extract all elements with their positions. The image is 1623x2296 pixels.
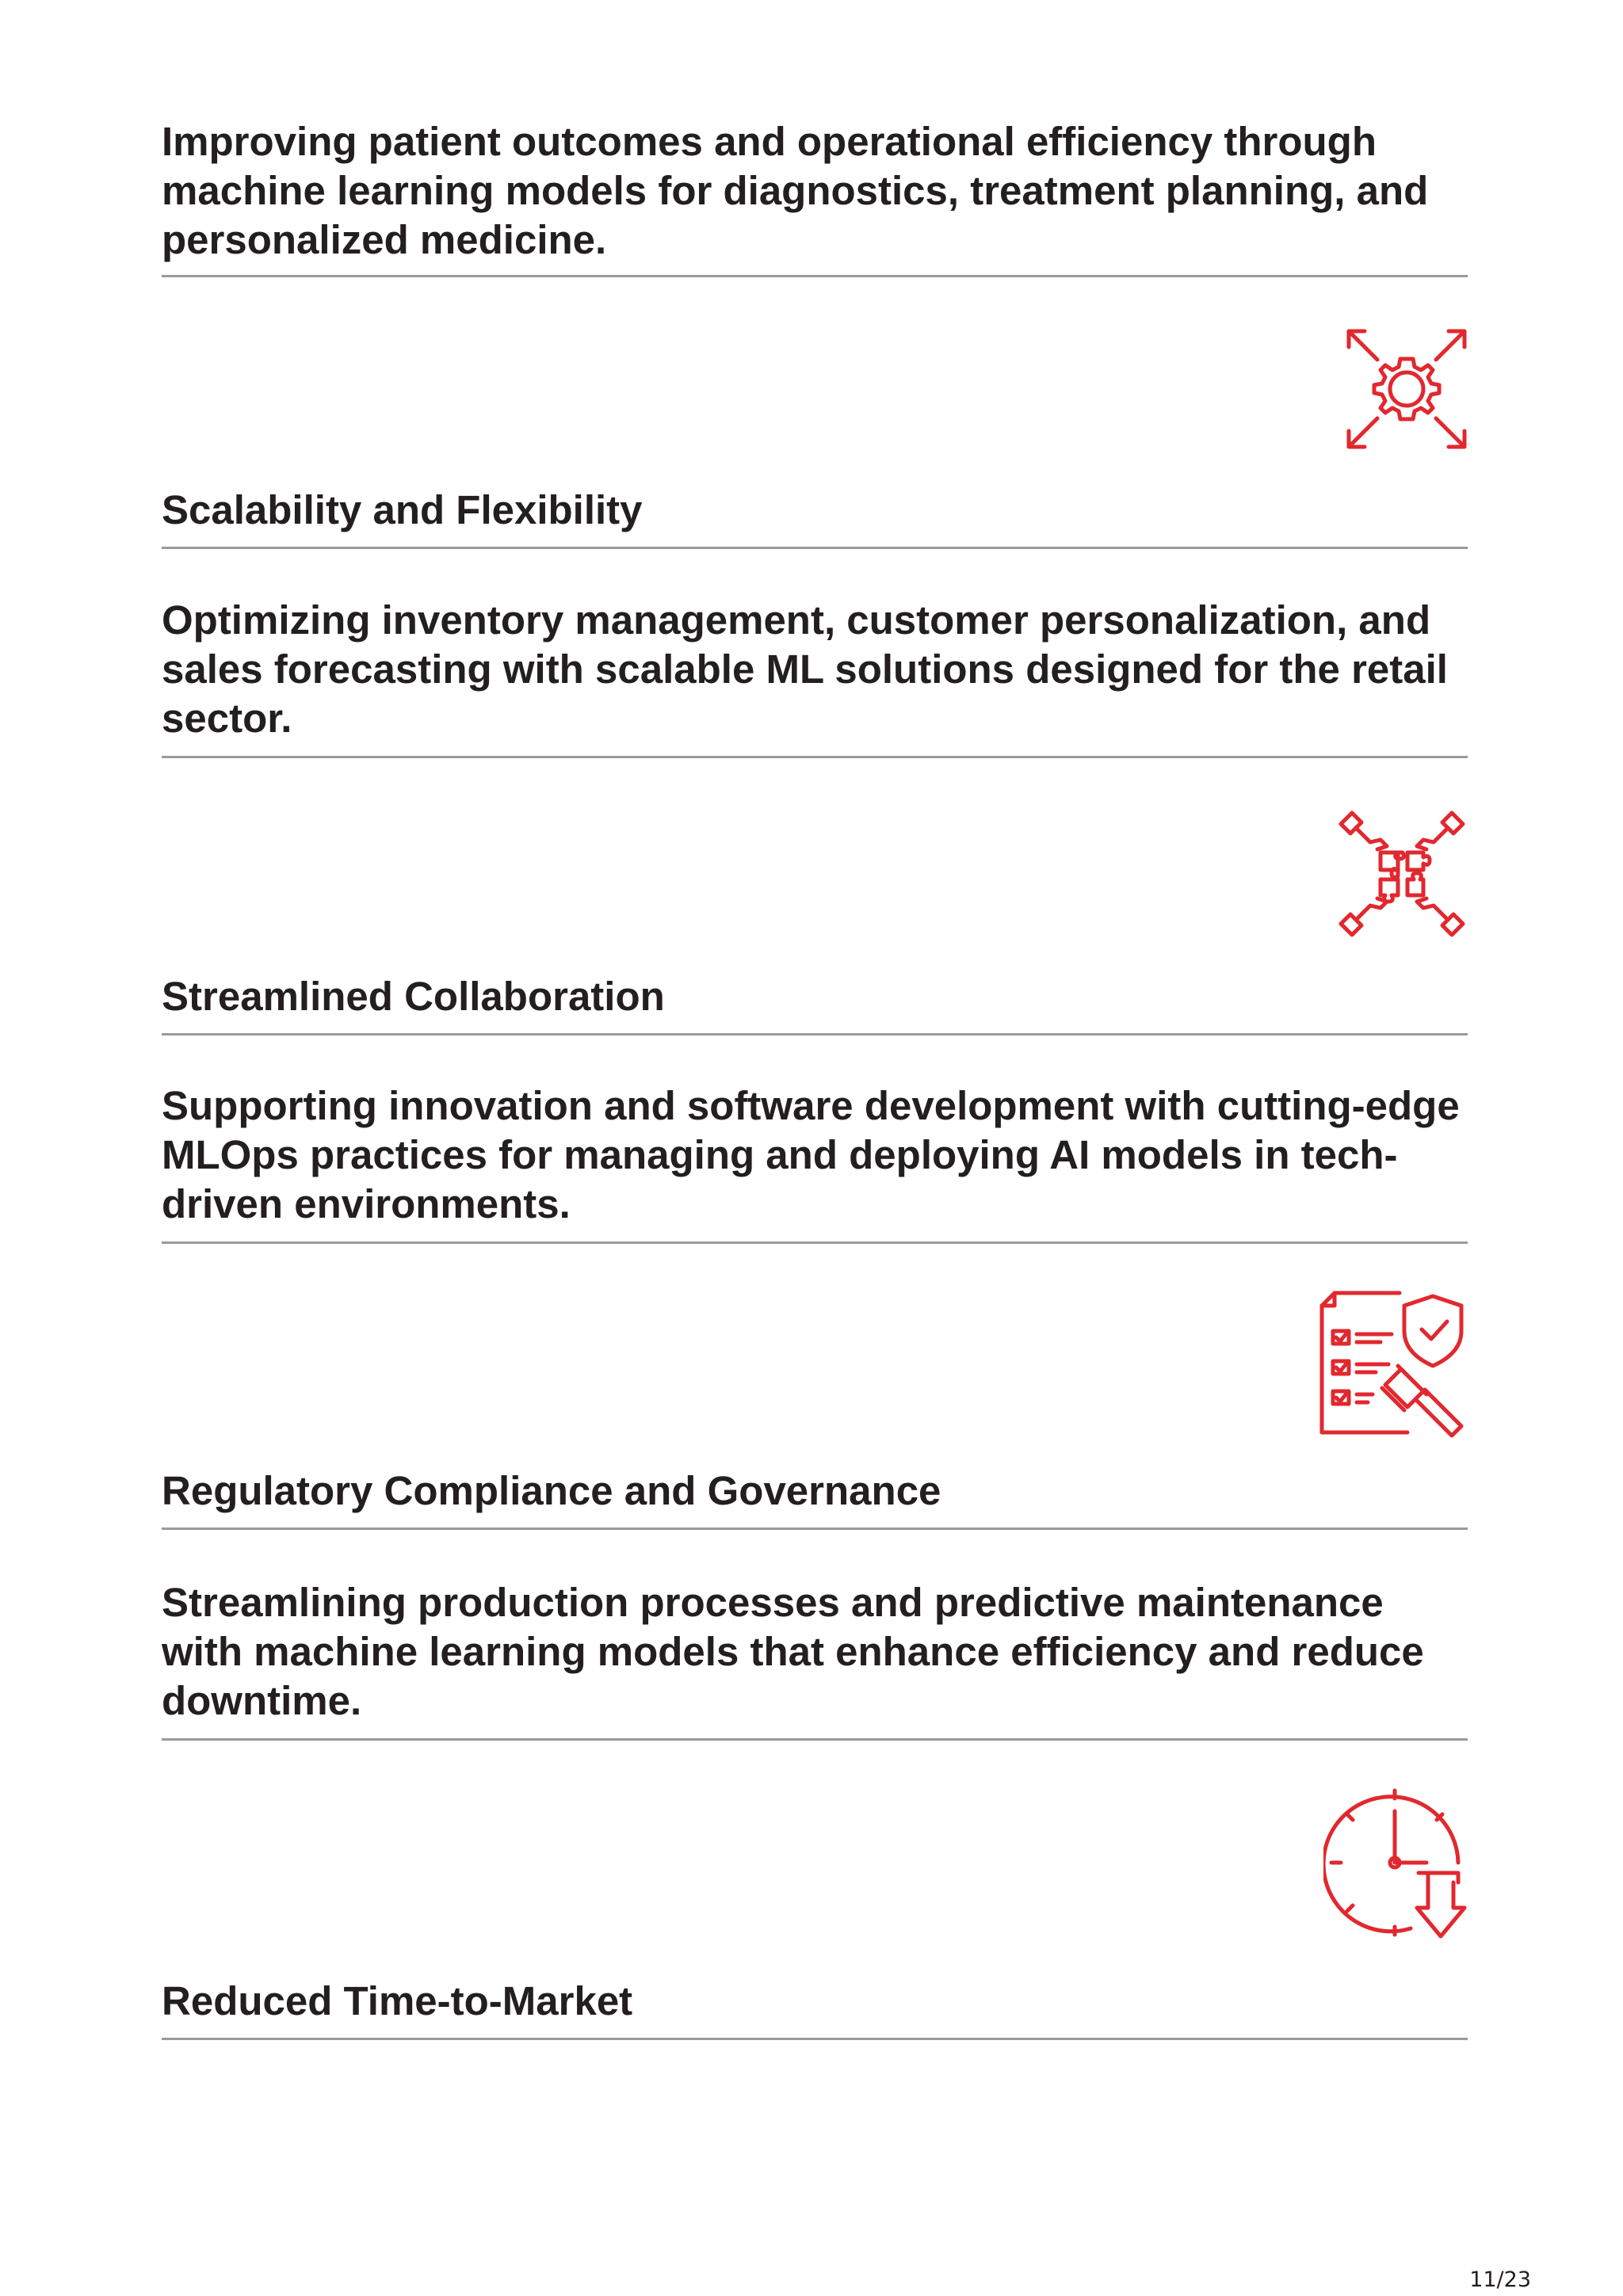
hands-puzzle-icon [1335,807,1469,941]
section-title: Regulatory Compliance and Governance [162,1468,941,1513]
divider [162,547,1468,549]
divider [162,275,1468,277]
section-title: Streamlined Collaboration [162,974,665,1019]
divider [162,1738,1468,1741]
section-description: Streamlining production processes and predictive maintenance with machine learning models that enhance efficiency and reduce downtime. [162,1580,1424,1723]
compliance-checklist-icon [1312,1290,1471,1440]
section-technology [162,1081,1468,1229]
clock-down-arrow-icon [1323,1787,1474,1946]
divider [162,2038,1468,2040]
divider [162,1241,1468,1244]
section-retail [162,596,1468,743]
section-manufacturing [162,1578,1468,1726]
section-scalability [162,486,1468,534]
section-time-to-market [162,1978,1468,2025]
divider [162,1033,1468,1035]
section-collaboration [162,973,1468,1020]
section-compliance [162,1467,1468,1515]
divider [162,756,1468,758]
page-number: 11/23 [1469,2267,1531,2292]
section-title: Reduced Time-to-Market [162,1978,633,2023]
section-description: Improving patient outcomes and operational efficiency through machine learning models for diagnostics, treatment planning, and personalized medicine. [162,119,1429,262]
section-title: Scalability and Flexibility [162,487,643,532]
section-description: Optimizing inventory management, customer personalization, and sales forecasting with scalable ML solutions designed for the retail sector. [162,597,1448,741]
section-healthcare [162,117,1468,265]
divider [162,1527,1468,1530]
gear-expand-icon [1339,322,1474,456]
section-description: Supporting innovation and software development with cutting-edge MLOps practices for managing and deploying AI models in tech-driven environments. [162,1083,1460,1226]
